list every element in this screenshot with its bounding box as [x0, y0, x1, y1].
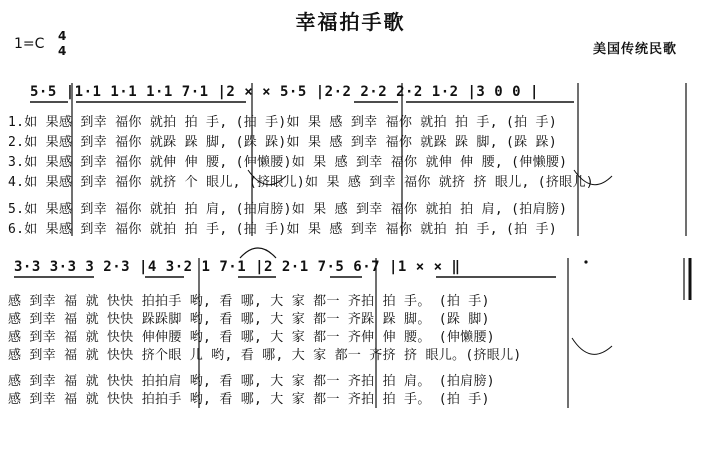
system1-verse-1: 1.如 果感 到幸 福你 就拍 拍 手, (拍 手)如 果 感 到幸 福你 就拍 拍 手, (拍 手)	[8, 115, 557, 130]
key-signature: 1=C	[14, 36, 45, 52]
system2-verse-5: 感 到幸 福 就 快快 拍拍肩 哟, 看 哪, 大 家 都一 齐拍 拍 肩。 (拍肩膀)	[8, 374, 495, 389]
system2-notes: 3·3 3·3 3 2·3 |4 3·2 1 7·1 |2 2·1 7·5 6·7 |1 × × ‖	[14, 259, 461, 275]
system1-verse-2: 2.如 果感 到幸 福你 就跺 跺 脚, (跺 跺)如 果 感 到幸 福你 就跺 跺 脚, (跺 跺)	[8, 135, 557, 150]
meter-top: 4	[58, 29, 67, 43]
meter-bottom: 4	[58, 44, 67, 58]
system1-verse-4: 4.如 果感 到幸 福你 就挤 个 眼儿, (挤眼儿)如 果 感 到幸 福你 就挤 挤 眼儿, (挤眼儿)	[8, 175, 594, 190]
system1-verse-5: 5.如 果感 到幸 福你 就拍 拍 肩, (拍肩膀)如 果 感 到幸 福你 就拍 拍 肩, (拍肩膀)	[8, 202, 568, 217]
system2-verse-1: 感 到幸 福 就 快快 拍拍手 哟, 看 哪, 大 家 都一 齐拍 拍 手。 (拍 手)	[8, 294, 490, 309]
system2-verse-2: 感 到幸 福 就 快快 跺跺脚 哟, 看 哪, 大 家 都一 齐跺 跺 脚。 (跺 脚)	[8, 312, 490, 327]
system1-notes: 5·5 |1·1 1·1 1·1 7·1 |2 × × 5·5 |2·2 2·2 2·2 1·2 |3 0 0 |	[30, 84, 539, 100]
system1-verse-3: 3.如 果感 到幸 福你 就伸 伸 腰, (伸懒腰)如 果 感 到幸 福你 就伸 伸 腰, (伸懒腰)	[8, 155, 568, 170]
song-source: 美国传统民歌	[593, 42, 678, 57]
system2-verse-4: 感 到幸 福 就 快快 挤个眼 儿 哟, 看 哪, 大 家 都一 齐挤 挤 眼儿。(挤眼儿)	[8, 348, 522, 363]
system2-verse-6: 感 到幸 福 就 快快 拍拍手 哟, 看 哪, 大 家 都一 齐拍 拍 手。 (拍 手)	[8, 392, 490, 407]
song-title: 幸福拍手歌	[295, 10, 406, 34]
system2-verse-3: 感 到幸 福 就 快快 伸伸腰 哟, 看 哪, 大 家 都一 齐伸 伸 腰。 (伸懒腰)	[8, 330, 495, 345]
system1-verse-6: 6.如 果感 到幸 福你 就拍 拍 手, (拍 手)如 果 感 到幸 福你 就拍 拍 手, (拍 手)	[8, 222, 557, 237]
